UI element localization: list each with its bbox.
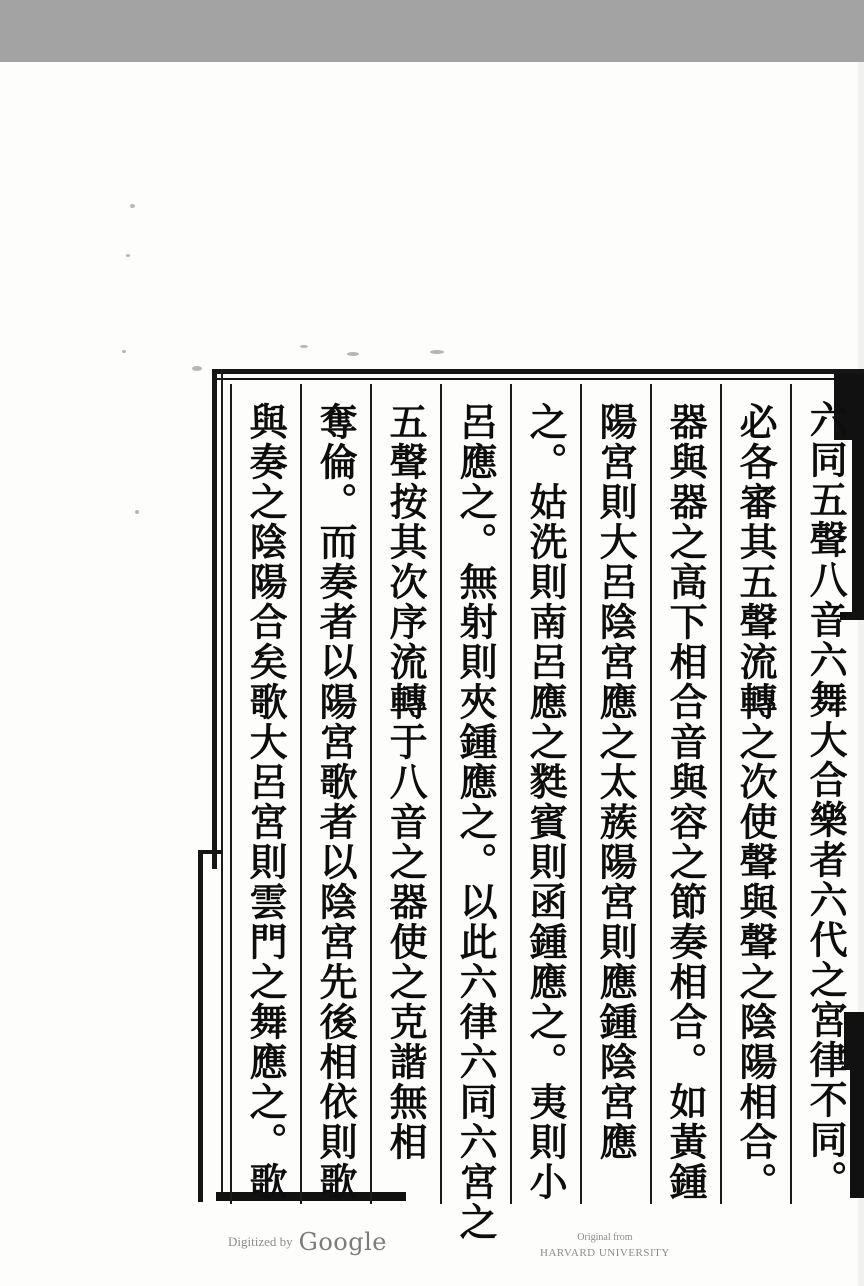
column-rule: [790, 384, 792, 1204]
column-text: 陽宮則大呂陰宮應之太蔟陽宮則應鍾陰宮應: [593, 402, 639, 1162]
column-rule: [510, 384, 512, 1204]
column-text: 之。姑洗則南呂應之㽔賓則函鍾應之。夷則小: [523, 402, 569, 1202]
column-text: 器與器之高下相合音與容之節奏相合。如黃鍾: [663, 402, 709, 1202]
scan-speck: [122, 350, 126, 353]
scan-speck: [130, 204, 135, 208]
original-from-label: Original from: [577, 1232, 633, 1243]
column-text: 必各審其五聲流轉之次使聲與聲之陰陽相合。: [733, 402, 779, 1202]
digitized-by-label: Digitized by: [228, 1234, 293, 1249]
text-column: [580, 384, 650, 1204]
column-rule: [230, 384, 232, 1204]
scan-speck: [135, 510, 139, 514]
text-column: [650, 384, 720, 1204]
frame-border-top-inner: [212, 378, 864, 380]
frame-border-left-lower: [198, 852, 203, 1202]
column-text: 呂應之。無射則夾鍾應之。以此六律六同六宮之: [453, 402, 499, 1242]
text-column: [720, 384, 790, 1204]
column-rule: [440, 384, 442, 1204]
scan-speck: [300, 345, 308, 348]
frame-border-left-inner: [221, 369, 223, 1199]
digitized-by-credit: [228, 1228, 387, 1256]
column-rule: [720, 384, 722, 1204]
original-from-credit: [540, 1230, 670, 1262]
text-column: [370, 384, 440, 1204]
column-text: 奪倫。而奏者以陽宮歌者以陰宮先後相依則歌: [313, 402, 359, 1202]
column-text: 六同五聲八音六舞大合樂者六代之宮律不同。: [803, 400, 849, 1200]
column-rule: [370, 384, 372, 1204]
institution-label: HARVARD UNIVERSITY: [540, 1247, 670, 1259]
column-rule: [650, 384, 652, 1204]
column-text: 與奏之陰陽合矣歌大呂宮則雲門之舞應之。歌: [243, 402, 289, 1202]
scan-speck: [126, 254, 130, 257]
column-rule: [580, 384, 582, 1204]
google-wordmark: Google: [298, 1228, 387, 1256]
column-text: 五聲按其次序流轉于八音之器使之克諧無相: [383, 402, 429, 1162]
column-rule: [300, 384, 302, 1204]
text-column: [300, 384, 370, 1204]
scan-footer: [0, 1228, 864, 1268]
frame-border-left: [212, 369, 217, 869]
text-column: [440, 384, 510, 1242]
text-column: [230, 384, 300, 1204]
text-column: [790, 384, 860, 1204]
text-column: [510, 384, 580, 1204]
frame-border-top: [212, 369, 864, 374]
